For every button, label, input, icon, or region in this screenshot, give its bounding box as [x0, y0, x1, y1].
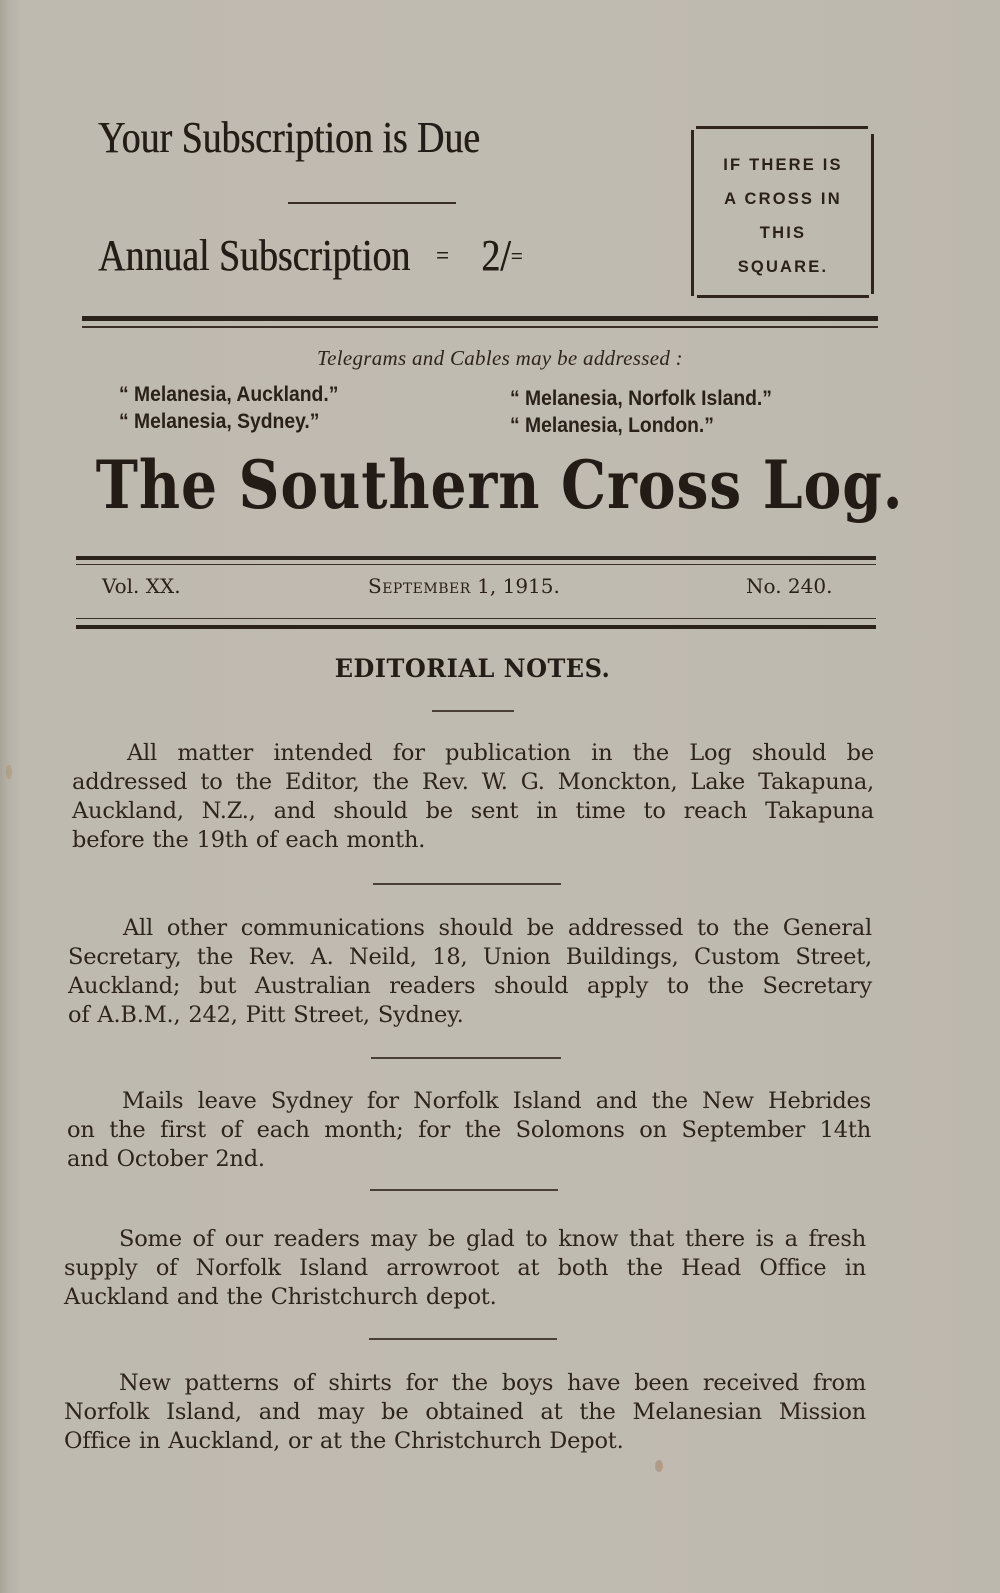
telegrams-intro: Telegrams and Cables may be addressed : [317, 346, 683, 370]
issue-number: No. 240. [746, 574, 833, 598]
issue-rule-top-thin [76, 564, 876, 565]
issue-date-month: September [368, 574, 471, 598]
annual-price-suffix: = [510, 244, 523, 270]
editorial-paragraph-4 [64, 1225, 866, 1312]
masthead-title [0, 446, 1000, 524]
cross-square-line: IF THERE IS [723, 156, 843, 174]
annual-price: 2/ [481, 231, 511, 280]
telegram-address-norfolk: “ Melanesia, Norfolk Island.” [510, 387, 772, 410]
paragraph-line: Mails leave Sydney for Norfolk Island and the New Hebrides [122, 1088, 871, 1114]
paragraph-line: All matter intended for publication in the Log should be [127, 740, 874, 766]
section-divider [373, 883, 561, 885]
heading-rule [288, 202, 456, 204]
cross-square-box [691, 126, 874, 298]
telegram-address-london: “ Melanesia, London.” [510, 414, 714, 437]
box-border-bottom [697, 295, 869, 298]
paper-stain [6, 765, 12, 779]
subscription-due-heading: Your Subscription is Due [98, 113, 480, 162]
annual-subscription-label: Annual Subscription [98, 231, 411, 280]
telegram-address-sydney: “ Melanesia, Sydney.” [119, 410, 320, 433]
box-border-left [691, 130, 694, 296]
paragraph-line: All other communications should be addressed to the General [123, 915, 872, 941]
paragraph-line: Auckland; but Australian readers should apply to the Secretary [68, 973, 872, 999]
issue-date [368, 574, 560, 598]
editorial-paragraph-5 [64, 1369, 866, 1456]
paragraph-line: Secretary, the Rev. A. Neild, 18, Union Buildings, Custom Street, [68, 944, 872, 970]
paragraph-line: on the first of each month; for the Solomons on September 14th [67, 1117, 871, 1143]
paragraph-line: of A.B.M., 242, Pitt Street, Sydney. [68, 1002, 464, 1028]
cross-square-text [697, 148, 869, 284]
header-rule-thin [82, 326, 878, 328]
paragraph-line: Norfolk Island, and may be obtained at the Melanesian Mission [64, 1399, 866, 1425]
annual-subscription-line [98, 230, 522, 281]
issue-volume: Vol. XX. [102, 574, 181, 598]
issue-date-day-year: 1, 1915. [470, 574, 560, 598]
editorial-notes-title: EDITORIAL NOTES. [334, 654, 611, 683]
paragraph-line: Auckland, N.Z., and should be sent in time to reach Takapuna [72, 798, 874, 824]
cross-square-line: SQUARE. [737, 258, 829, 276]
paragraph-line: and October 2nd. [67, 1146, 265, 1172]
title-divider [432, 710, 514, 712]
paragraph-line: Some of our readers may be glad to know that there is a fresh [119, 1226, 866, 1252]
issue-rule-bottom-thick [76, 625, 876, 629]
box-border-right [871, 134, 874, 294]
paragraph-line: Office in Auckland, or at the Christchurch Depot. [64, 1428, 624, 1454]
section-divider [369, 1338, 557, 1340]
telegram-address-auckland: “ Melanesia, Auckland.” [119, 383, 339, 406]
paragraph-line: supply of Norfolk Island arrowroot at both the Head Office in [64, 1255, 866, 1281]
editorial-notes-heading [0, 654, 945, 683]
paragraph-line: addressed to the Editor, the Rev. W. G. Monckton, Lake Takapuna, [72, 769, 874, 795]
cross-square-line: THIS [759, 224, 807, 242]
paragraph-line: Auckland and the Christchurch depot. [64, 1284, 497, 1310]
paragraph-line: before the 19th of each month. [72, 827, 426, 853]
editorial-paragraph-2 [68, 914, 872, 1030]
editorial-paragraph-1 [72, 739, 874, 855]
annual-equals: = [435, 241, 449, 270]
masthead-title-text: The Southern Cross Log. [96, 446, 904, 524]
editorial-paragraph-3 [67, 1087, 871, 1174]
header-rule-thick [82, 316, 878, 321]
cross-square-line: A CROSS IN [724, 190, 842, 208]
issue-rule-top-thick [76, 556, 876, 560]
section-divider [371, 1057, 561, 1059]
section-divider [370, 1189, 558, 1191]
paper-stain [655, 1460, 663, 1472]
box-border-top [696, 126, 868, 129]
issue-rule-bottom-thin [76, 618, 876, 619]
paragraph-line: New patterns of shirts for the boys have been received from [119, 1370, 866, 1396]
